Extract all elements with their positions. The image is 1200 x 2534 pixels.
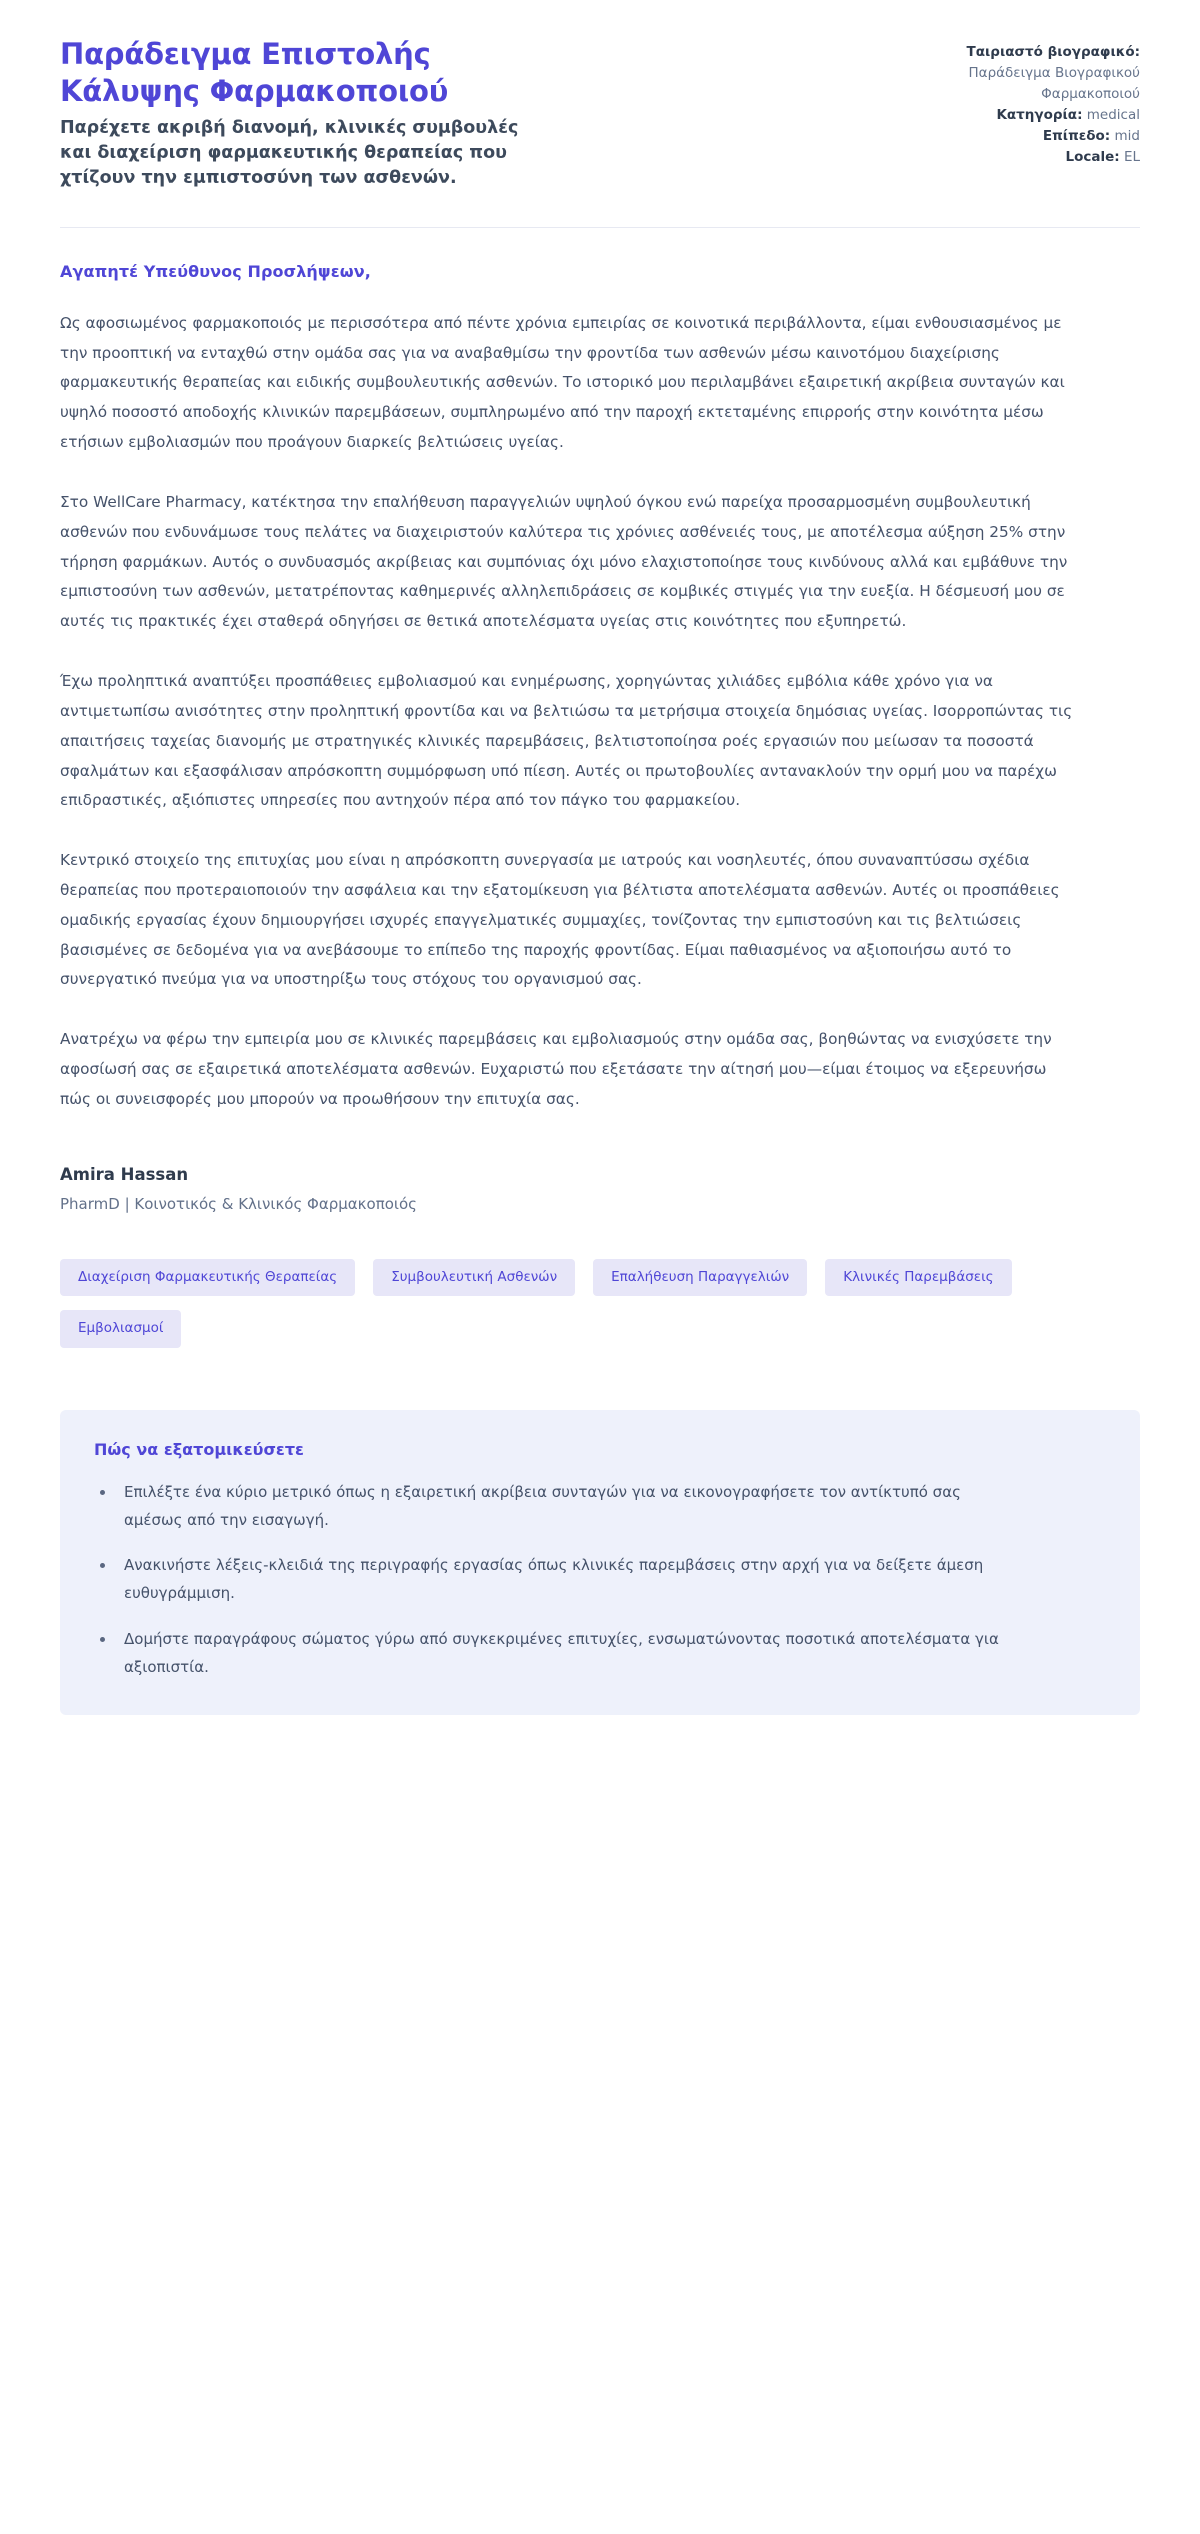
- skill-tag[interactable]: Κλινικές Παρεμβάσεις: [825, 1259, 1011, 1297]
- signature-role: PharmD | Κοινοτικός & Κλινικός Φαρμακοποιός: [60, 1194, 417, 1213]
- callout-tip-list: [94, 1479, 1106, 1682]
- personalization-tips-callout: [60, 1410, 1140, 1716]
- callout-tip-item: • Δομήστε παραγράφους σώματος γύρω από συγκεκριμένες επιτυχίες, ενσωματώνοντας ποσοτικά αποτελέσματα για αξιοπιστία.: [116, 1626, 1004, 1682]
- callout-tip-item: • Επιλέξτε ένα κύριο μετρικό όπως η εξαιρετική ακρίβεια συνταγών για να εικονογραφήσετε τον αντίκτυπό σας αμέσως από την εισαγωγή.: [116, 1479, 1004, 1535]
- meta-level-label: Επίπεδο:: [1042, 127, 1111, 144]
- meta-category-label: Κατηγορία:: [996, 106, 1083, 123]
- meta-resume-value: [870, 63, 1140, 105]
- skill-tag[interactable]: Διαχείριση Φαρμακευτικής Θεραπείας: [60, 1259, 355, 1297]
- letter-paragraph: Ανατρέχω να φέρω την εμπειρία μου σε κλινικές παρεμβάσεις και εμβολιασμούς στην ομάδα σας, βοηθώντας να ενισχύσετε την αφοσίωσή σας σε εξαιρετικά αποτελέσματα ασθενών. Ευχαριστώ που εξετάσατε την αίτησή μου—είμαι έτοιμος να εξερευνήσω πώς οι συνεισφορές μου μπορούν να προωθήσουν την επιτυχία σας.: [60, 1030, 1052, 1108]
- page-header: [60, 36, 1140, 191]
- letter-paragraph: Ως αφοσιωμένος φαρμακοποιός με περισσότερα από πέντε χρόνια εμπειρίας σε κοινοτικά περιβάλλοντα, είμαι ενθουσιασμένος με την προοπτική να ενταχθώ στην ομάδα σας για να αναβαθμίσω την φροντίδα των ασθενών μέσω καινοτόμου διαχείρισης φαρμακευτικής θεραπείας και ειδικής συμβουλευτικής ασθενών. Το ιστορικό μου περιλαμβάνει εξαιρετική ακρίβεια συνταγών και υψηλό ποσοστό αποδοχής κλινικών παρεμβάσεων, συμπληρωμένο από την παροχή εκτεταμένης επιρροής στην κοινότητα μέσω ετήσιων εμβολιασμών που προάγουν διαρκείς βελτιώσεις υγείας.: [60, 313, 1065, 452]
- letter-paragraphs: [60, 309, 1140, 1115]
- skill-tag[interactable]: Συμβουλευτική Ασθενών: [373, 1259, 575, 1297]
- meta-locale-label: Locale:: [1065, 148, 1120, 165]
- meta-locale: [870, 147, 1140, 168]
- meta-level: [870, 126, 1140, 147]
- callout-tip-item: • Ανακινήστε λέξεις-κλειδιά της περιγραφής εργασίας όπως κλινικές παρεμβάσεις στην αρχή για να δείξετε άμεση ευθυγράμμιση.: [116, 1552, 1004, 1608]
- meta-resume-label: [870, 42, 1140, 63]
- page-subtitle: Παρέχετε ακριβή διανομή, κλινικές συμβουλές και διαχείριση φαρμακευτικής θεραπείας που χτίζουν την εμπιστοσύνη των ασθενών.: [60, 118, 519, 188]
- letter-paragraph: Κεντρικό στοιχείο της επιτυχίας μου είναι η απρόσκοπτη συνεργασία με ιατρούς και νοσηλευτές, όπου συναναπτύσσω σχέδια θεραπείας που προτεραιοποιούν την ασφάλεια και την εξατομίκευση για βέλτιστα αποτελέσματα ασθενών. Αυτές οι προσπάθειες ομαδικής εργασίας έχουν δημιουργήσει ισχυρές επαγγελματικές συμμαχίες, τονίζοντας την εμπιστοσύνη και τις βελτιώσεις βασισμένες σε δεδομένα για να ανεβάσουμε το επίπεδο της παροχής φροντίδας. Είμαι παθιασμένος να αξιοποιήσω αυτό το συνεργατικό πνεύμα για να υποστηρίξω τους στόχους του οργανισμού σας.: [60, 851, 1060, 989]
- meta-resume-label-text: Ταιριαστό βιογραφικό:: [966, 44, 1140, 60]
- meta-category-value: medical: [1086, 106, 1140, 123]
- page-title: Παράδειγμα Επιστολής Κάλυψης Φαρμακοποιού: [60, 37, 449, 109]
- letter-body: [60, 228, 1140, 1716]
- skill-tag[interactable]: Εμβολιασμοί: [60, 1310, 181, 1348]
- callout-title: Πώς να εξατομικεύσετε: [94, 1439, 304, 1459]
- meta-category: [870, 105, 1140, 126]
- meta-resume-value-text: Παράδειγμα Βιογραφικού Φαρμακοποιού: [968, 64, 1140, 102]
- letter-paragraph: Στο WellCare Pharmacy, κατέκτησα την επαλήθευση παραγγελιών υψηλού όγκου ενώ παρείχα προσαρμοσμένη συμβουλευτική ασθενών που ενδυνάμωσε τους πελάτες να διαχειριστούν καλύτερα τις χρόνιες ασθένειές τους, με αποτέλεσμα αύξηση 25% στην τήρηση φαρμάκων. Αυτός ο συνδυασμός ακρίβειας και συμπόνιας όχι μόνο ελαχιστοποίησε τους κινδύνους αλλά και εμβάθυνε την εμπιστοσύνη των ασθενών, μετατρέποντας καθημερινές αλληλεπιδράσεις σε κομβικές στιγμές για την ευεξία. Η δέσμευσή μου σε αυτές τις πρακτικές έχει σταθερά οδηγήσει σε θετικά αποτελέσματα υγείας στις κοινότητες που εξυπηρετώ.: [60, 492, 1068, 631]
- skill-tag-list: [60, 1259, 1020, 1348]
- letter-paragraph: Έχω προληπτικά αναπτύξει προσπάθειες εμβολιασμού και ενημέρωσης, χορηγώντας χιλιάδες εμβόλια κάθε χρόνο για να αντιμετωπίσω ανισότητες στην προληπτική φροντίδα και να βελτιώσω τα μετρήσιμα στοιχεία δημόσιας υγείας. Ισορροπώντας τις απαιτήσεις ταχείας διανομής με στρατηγικές κλινικές παρεμβάσεις, βελτιστοποίησα ροές εργασιών που μείωσαν τα ποσοστά σφαλμάτων και εξασφάλισαν απρόσκοπτη συμμόρφωση υπό πίεση. Αυτές οι πρωτοβουλίες αντανακλούν την ορμή μου να παρέχω επιδραστικές, αξιόπιστες υπηρεσίες που αντηχούν πέρα από τον πάγκο του φαρμακείου.: [60, 672, 1073, 810]
- header-title-block: [60, 36, 530, 191]
- signature-name: Amira Hassan: [60, 1164, 189, 1184]
- signature-block: [60, 1165, 1140, 1213]
- letter-salutation: Αγαπητέ Υπεύθυνος Προσλήψεων,: [60, 261, 371, 281]
- meta-level-value: mid: [1114, 127, 1140, 144]
- meta-locale-value: EL: [1123, 148, 1140, 165]
- document-metadata: [870, 36, 1140, 168]
- skill-tag[interactable]: Επαλήθευση Παραγγελιών: [593, 1259, 807, 1297]
